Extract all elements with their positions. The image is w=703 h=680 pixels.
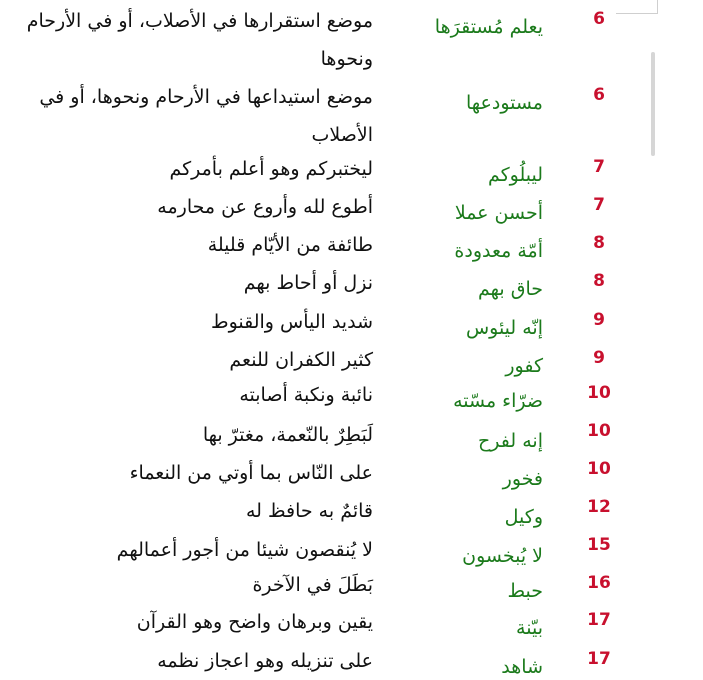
frame-divider-vertical xyxy=(657,0,658,14)
glossary-meaning: يقين وبرهان واضح وهو القرآن xyxy=(136,611,373,633)
glossary-meaning: على تنزيله وهو اعجاز نظمه xyxy=(157,650,373,672)
glossary-meaning: قائمٌ به حافظ له xyxy=(245,500,373,522)
glossary-word: أمّة معدودة xyxy=(454,240,543,262)
glossary-meaning: موضع استقرارها في الأصلاب، أو في الأرحام ونحوها xyxy=(26,10,373,70)
glossary-word: يعلم مُستقرَها xyxy=(434,16,543,38)
verse-number: 6 xyxy=(593,9,605,29)
glossary-meaning: كثير الكفران للنعم xyxy=(229,349,373,371)
verse-number: 16 xyxy=(587,573,611,593)
glossary-word: وكيل xyxy=(504,506,543,528)
verse-number: 7 xyxy=(593,157,605,177)
glossary-word: بيّنة xyxy=(516,617,543,639)
glossary-meaning: لَبَطِرٌ بالنّعمة، مغترّ بها xyxy=(202,424,373,446)
glossary-word: إنّه ليئوس xyxy=(465,317,543,339)
glossary-word: فخور xyxy=(502,468,543,490)
glossary-word: إنه لفرح xyxy=(478,430,543,452)
glossary-meaning: أطوع لله وأروع عن محارمه xyxy=(157,196,373,218)
frame-divider xyxy=(616,13,658,14)
glossary-meaning: طائفة من الأيّام قليلة xyxy=(207,234,373,256)
verse-number: 10 xyxy=(587,421,611,441)
glossary-meaning: شديد اليأس والقنوط xyxy=(211,311,373,333)
glossary-word: حبط xyxy=(507,580,543,602)
glossary-word: أحسن عملا xyxy=(454,202,543,224)
verse-number: 9 xyxy=(593,348,605,368)
verse-number: 17 xyxy=(587,610,611,630)
glossary-meaning: نزل أو أحاط بهم xyxy=(243,272,373,294)
glossary-word: شاهد xyxy=(501,656,543,678)
glossary-word: ليبلُوكم xyxy=(487,164,543,186)
verse-number: 8 xyxy=(593,233,605,253)
verse-number: 10 xyxy=(587,459,611,479)
glossary-word: ضرّاء مسّته xyxy=(453,390,543,412)
verse-number: 9 xyxy=(593,310,605,330)
glossary-word: حاق بهم xyxy=(477,278,543,300)
verse-number: 6 xyxy=(593,85,605,105)
glossary-word: لا يُبخسون xyxy=(462,545,543,567)
verse-number: 8 xyxy=(593,271,605,291)
scrollbar-thumb[interactable] xyxy=(651,52,655,156)
glossary-meaning: لا يُنقصون شيئا من أجور أعمالهم xyxy=(116,539,373,561)
glossary-meaning: موضع استيداعها في الأرحام ونحوها، أو في الأصلاب xyxy=(39,86,373,146)
glossary-meaning: ليختبركم وهو أعلم بأمركم xyxy=(169,158,373,180)
glossary-meaning: نائبة ونكبة أصابته xyxy=(239,384,373,406)
glossary-word: مستودعها xyxy=(465,92,543,114)
verse-number: 10 xyxy=(587,383,611,403)
glossary-meaning: على النّاس بما أوتي من النعماء xyxy=(129,462,373,484)
verse-number: 15 xyxy=(587,535,611,555)
glossary-word: كفور xyxy=(505,355,543,377)
verse-number: 12 xyxy=(587,497,611,517)
glossary-meaning: بَطَلَ في الآخرة xyxy=(252,574,373,596)
verse-number: 7 xyxy=(593,195,605,215)
verse-number: 17 xyxy=(587,649,611,669)
